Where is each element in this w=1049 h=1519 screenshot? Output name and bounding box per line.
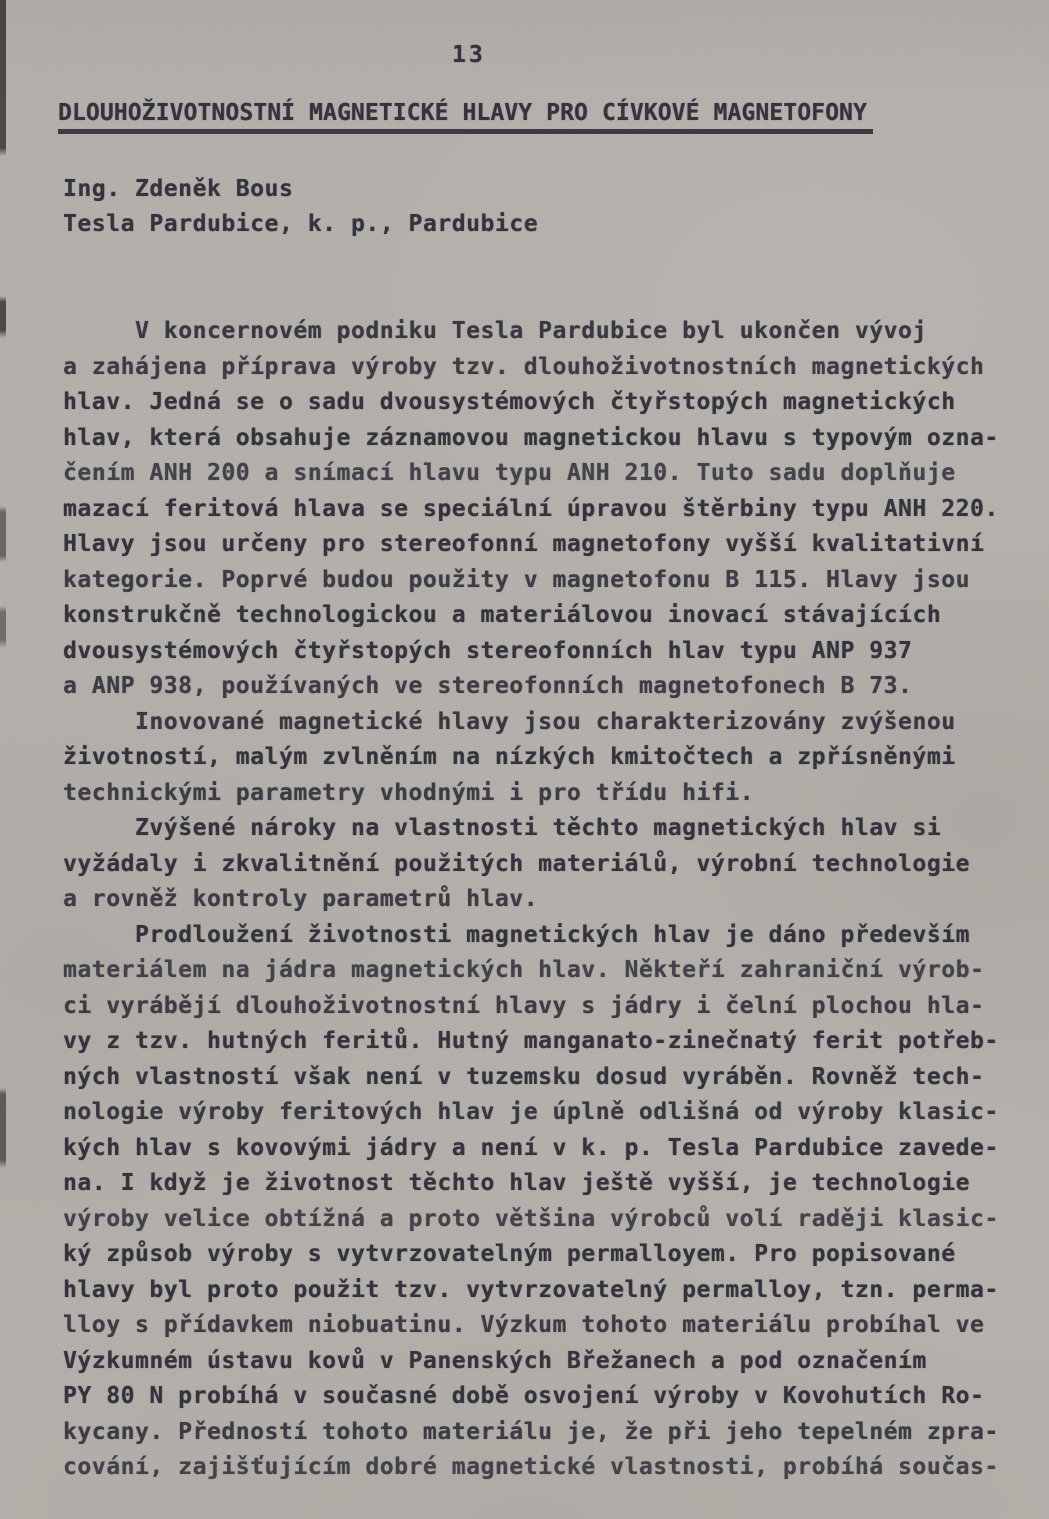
body-text: [63, 314, 1023, 1486]
body-line: životností, malým zvlněním na nízkých kmitočtech a zpřísněnými: [63, 744, 956, 770]
body-line: hlavy byl proto použit tzv. vytvrzovatelný permalloy, tzn. perma-: [63, 1276, 999, 1303]
body-line: PY 80 N probíhá v současné době osvojení výroby v Kovohutích Ro-: [63, 1383, 985, 1409]
author-name: Ing. Zdeněk Bous: [63, 176, 294, 202]
body-line: ký způsob výroby s vytvrzovatelným permalloyem. Pro popisované: [63, 1241, 956, 1267]
body-line: V koncernovém podniku Tesla Pardubice byl ukončen vývoj: [135, 318, 927, 344]
body-line: mazací feritová hlava se speciální úpravou štěrbiny typu ANH 220.: [63, 495, 999, 522]
body-line: a ANP 938, používaných ve stereofonních magnetofonech B 73.: [63, 673, 913, 699]
author-affiliation: Tesla Pardubice, k. p., Pardubice: [63, 211, 539, 237]
title-block: [58, 100, 873, 134]
body-line: Výzkumném ústavu kovů v Panenských Břežanech a pod označením: [63, 1347, 927, 1374]
body-line: kategorie. Poprvé budou použity v magnetofonu B 115. Hlavy jsou: [63, 566, 971, 593]
body-line: cování, zajišťujícím dobré magnetické vlastnosti, probíhá součas-: [63, 1454, 999, 1480]
body-line: kých hlav s kovovými jádry a není v k. p. Tesla Pardubice zavede-: [63, 1134, 999, 1161]
body-line: a zahájena příprava výroby tzv. dlouhoživotnostních magnetických: [63, 353, 985, 380]
body-line: Inovované magnetické hlavy jsou charakterizovány zvýšenou: [135, 708, 956, 735]
body-line: Prodloužení životnosti magnetických hlav je dáno především: [135, 921, 971, 948]
body-line: hlav. Jedná se o sadu dvousystémových čtyřstopých magnetických: [63, 389, 956, 415]
body-line: nologie výroby feritových hlav je úplně odlišná od výroby klasic-: [63, 1099, 999, 1125]
body-line: ných vlastností však není v tuzemsku dosud vyráběn. Rovněž tech-: [63, 1063, 985, 1090]
scan-edge-shadow: [0, 0, 6, 1240]
body-line: Zvýšené nároky na vlastnosti těchto magnetických hlav si: [135, 815, 942, 841]
body-line: materiálem na jádra magnetických hlav. Někteří zahraniční výrob-: [63, 957, 985, 983]
body-line: na. I když je životnost těchto hlav ještě vyšší, je technologie: [63, 1170, 971, 1196]
body-line: vy z tzv. hutných feritů. Hutný manganato-zinečnatý ferit potřeb-: [63, 1028, 999, 1054]
body-line: lloy s přídavkem niobuatinu. Výzkum tohoto materiálu probíhal ve: [63, 1312, 985, 1338]
body-line: konstrukčně technologickou a materiálovou inovací stávajících: [63, 602, 942, 628]
body-line: ci vyrábějí dlouhoživotnostní hlavy s jádry i čelní plochou hla-: [63, 992, 985, 1019]
body-line: výroby velice obtížná a proto většina výrobců volí raději klasic-: [63, 1205, 999, 1232]
page-number: 13: [452, 42, 486, 68]
body-line: hlav, která obsahuje záznamovou magnetickou hlavu s typovým ozna-: [63, 424, 999, 451]
body-line: a rovněž kontroly parametrů hlav.: [63, 886, 539, 912]
body-line: Hlavy jsou určeny pro stereofonní magnetofony vyšší kvalitativní: [63, 531, 985, 557]
body-line: dvousystémových čtyřstopých stereofonních hlav typu ANP 937: [63, 637, 913, 664]
page-title: DLOUHOŽIVOTNOSTNÍ MAGNETICKÉ HLAVY PRO CÍVKOVÉ MAGNETOFONY: [58, 100, 873, 134]
body-line: čením ANH 200 a snímací hlavu typu ANH 210. Tuto sadu doplňuje: [63, 460, 956, 486]
body-line: technickými parametry vhodnými i pro třídu hifi.: [63, 779, 755, 806]
body-line: vyžádaly i zkvalitnění použitých materiálů, výrobní technologie: [63, 850, 971, 877]
body-line: kycany. Předností tohoto materiálu je, že při jeho tepelném zpra-: [63, 1418, 999, 1445]
